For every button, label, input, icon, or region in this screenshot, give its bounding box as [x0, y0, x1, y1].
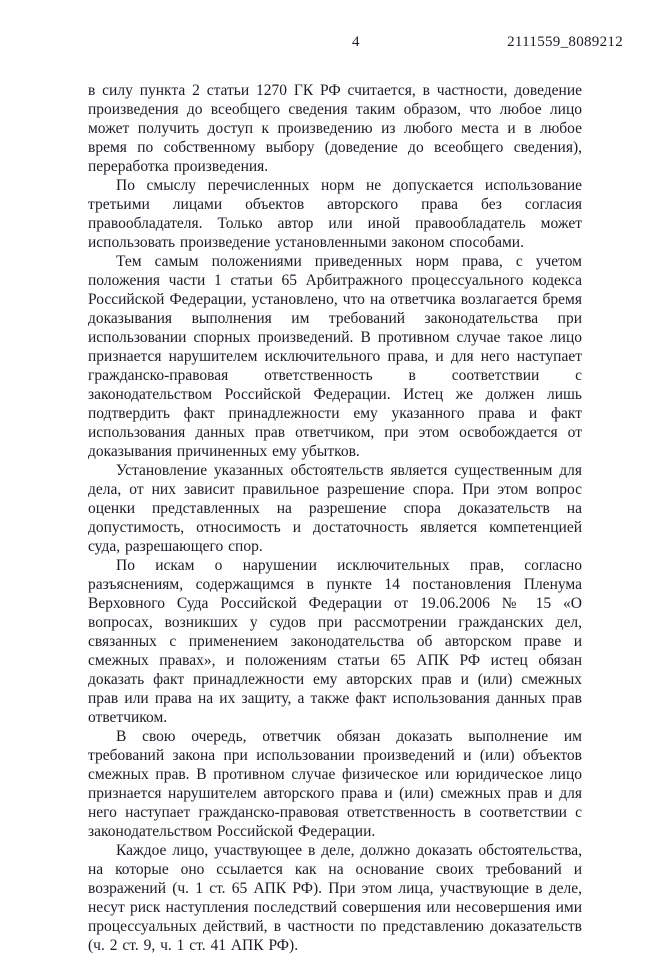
paragraph: По искам о нарушении исключительных прав, согласно разъяснениям, содержащимся в пункте 14 постановления Пленума Верховного Суда Российской Федерации от 19.06.2006 № 15 «О вопросах, возникших у судов при рассмотрении гражданских дел, связанных с применением законодательства об авторском праве и смежных правах», и положениям статьи 65 АПК РФ истец обязан доказать факт принадлежности ему авторских прав и (или) смежных прав или права на их защиту, а также факт использования данных прав ответчиком. [88, 557, 582, 726]
paragraph-continuation: в силу пункта 2 статьи 1270 ГК РФ считается, в частности, доведение произведения до всеобщего сведения таким образом, что любое лицо может получить доступ к произведению из любого места и в любое время по собственному выбору (доведение до всеобщего сведения), переработка произведения. [88, 82, 582, 175]
paragraph: По смыслу перечисленных норм не допускается использование третьими лицами объектов авторского права без согласия правообладателя. Только автор или иной правообладатель может использовать произведение установленными законом способами. [88, 177, 582, 251]
paragraph: В свою очередь, ответчик обязан доказать выполнение им требований закона при использовании произведений и (или) объектов смежных прав. В противном случае физическое или юридическое лицо признается нарушителем авторского права и (или) смежных прав и для него наступает гражданско-правовая ответственность в соответствии с законодательством Российской Федерации. [88, 728, 582, 840]
page-header [0, 34, 669, 54]
paragraph: Каждое лицо, участвующее в деле, должно доказать обстоятельства, на которые оно ссылается как на основание своих требований и возражений (ч. 1 ст. 65 АПК РФ). При этом лица, участвующие в деле, несут риск наступления последствий совершения или несовершения ими процессуальных действий, в частности по представлению доказательств (ч. 2 ст. 9, ч. 1 ст. 41 АПК РФ). [88, 842, 582, 954]
paragraph: Установление указанных обстоятельств является существенным для дела, от них зависит правильное разрешение спора. При этом вопрос оценки представленных на разрешение спора доказательств на допустимость, относимость и достаточность является компетенцией суда, разрешающего спор. [88, 462, 582, 555]
paragraph: Тем самым положениями приведенных норм права, с учетом положения части 1 статьи 65 Арбитражного процессуального кодекса Российской Федерации, установлено, что на ответчика возлагается бремя доказывания выполнения им требований законодательства при использовании спорных произведений. В противном случае такое лицо признается нарушителем исключительного права, и для него наступает гражданско-правовая ответственность в соответствии с законодательством Российской Федерации. Истец же должен лишь подтвердить факт принадлежности ему указанного права и факт использования данных прав ответчиком, при этом освобождается от доказывания причиненных ему убытков. [88, 253, 582, 460]
document-body [88, 81, 582, 955]
document-id: 2111559_8089212 [507, 34, 623, 50]
page-number: 4 [352, 34, 360, 50]
